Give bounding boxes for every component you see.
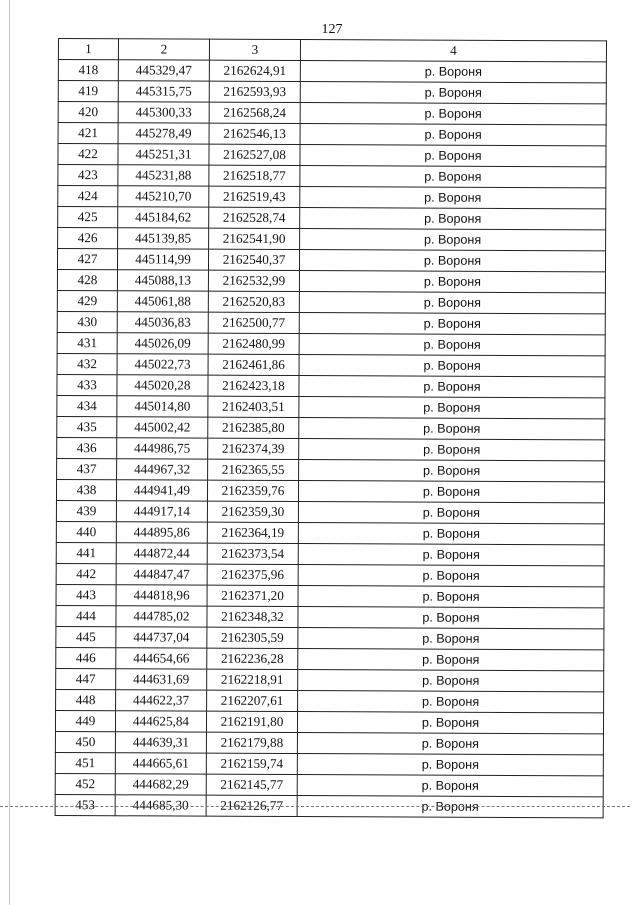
table-row (57, 458, 605, 481)
x-coordinate-cell: 444631,69 (116, 669, 207, 690)
point-number-cell: 420 (58, 102, 118, 123)
table-row (56, 626, 604, 649)
table-row (56, 689, 604, 712)
y-coordinate-cell: 2162500,77 (208, 312, 299, 333)
description-cell: р. Вороня (300, 82, 606, 104)
table-row (57, 311, 605, 334)
point-number-cell: 419 (58, 81, 118, 102)
description-cell: р. Вороня (300, 103, 606, 125)
point-number-cell: 448 (56, 689, 116, 710)
description-cell: р. Вороня (300, 145, 606, 167)
x-coordinate-cell: 445020,28 (117, 375, 208, 396)
description-cell: р. Вороня (300, 229, 606, 251)
y-coordinate-cell: 2162359,76 (207, 480, 298, 501)
x-coordinate-cell: 445014,80 (117, 396, 208, 417)
description-cell: р. Вороня (298, 691, 604, 713)
table-row (55, 773, 603, 796)
table-row (55, 752, 603, 775)
table-row (56, 584, 604, 607)
description-cell: р. Вороня (299, 439, 605, 461)
point-number-cell: 433 (57, 374, 117, 395)
point-number-cell: 431 (57, 332, 117, 353)
x-coordinate-cell: 445139,85 (118, 228, 209, 249)
x-coordinate-cell: 444622,37 (116, 690, 207, 711)
point-number-cell: 425 (58, 207, 118, 228)
description-cell: р. Вороня (300, 124, 606, 146)
table-row (57, 395, 605, 418)
x-coordinate-cell: 444967,32 (117, 459, 208, 480)
y-coordinate-cell: 2162527,08 (209, 144, 300, 165)
description-cell: р. Вороня (297, 733, 603, 755)
point-number-cell: 428 (57, 269, 117, 290)
column-header-2: 2 (118, 39, 209, 60)
x-coordinate-cell: 444785,02 (116, 606, 207, 627)
table-row (58, 102, 606, 125)
point-number-cell: 438 (56, 479, 116, 500)
table-row (56, 605, 604, 628)
y-coordinate-cell: 2162365,55 (208, 459, 299, 480)
table-row (56, 647, 604, 670)
x-coordinate-cell: 444625,84 (115, 711, 206, 732)
table-row (56, 668, 604, 691)
description-cell: р. Вороня (299, 292, 605, 314)
point-number-cell: 424 (58, 186, 118, 207)
table-row (58, 60, 606, 83)
y-coordinate-cell: 2162305,59 (207, 627, 298, 648)
y-coordinate-cell: 2162518,77 (209, 165, 300, 186)
point-number-cell: 450 (55, 731, 115, 752)
table-row (56, 479, 604, 502)
x-coordinate-cell: 444639,31 (115, 732, 206, 753)
description-cell: р. Вороня (299, 460, 605, 482)
y-coordinate-cell: 2162593,93 (209, 81, 300, 102)
y-coordinate-cell: 2162528,74 (209, 207, 300, 228)
description-cell: р. Вороня (299, 397, 605, 419)
table-row (58, 165, 606, 188)
table-row (58, 81, 606, 104)
point-number-cell: 444 (56, 605, 116, 626)
y-coordinate-cell: 2162480,99 (208, 333, 299, 354)
y-coordinate-cell: 2162385,80 (208, 417, 299, 438)
y-coordinate-cell: 2162364,19 (207, 522, 298, 543)
x-coordinate-cell: 444737,04 (116, 627, 207, 648)
description-cell: р. Вороня (298, 502, 604, 524)
x-coordinate-cell: 444818,96 (116, 585, 207, 606)
point-number-cell: 442 (56, 563, 116, 584)
table-row (55, 710, 603, 733)
x-coordinate-cell: 444872,44 (116, 543, 207, 564)
description-cell: р. Вороня (298, 586, 604, 608)
description-cell: р. Вороня (297, 712, 603, 734)
point-number-cell: 418 (58, 60, 118, 81)
x-coordinate-cell: 445315,75 (118, 81, 209, 102)
table-row (58, 186, 606, 209)
y-coordinate-cell: 2162461,86 (208, 354, 299, 375)
y-coordinate-cell: 2162540,37 (208, 249, 299, 270)
y-coordinate-cell: 2162423,18 (208, 375, 299, 396)
table-row (55, 731, 603, 754)
x-coordinate-cell: 445114,99 (117, 249, 208, 270)
table-header-row (58, 39, 606, 62)
table-row (57, 269, 605, 292)
table-row (57, 353, 605, 376)
table-row (58, 123, 606, 146)
point-number-cell: 432 (57, 353, 117, 374)
column-header-1: 1 (58, 39, 118, 60)
description-cell: р. Вороня (298, 481, 604, 503)
y-coordinate-cell: 2162179,88 (206, 732, 297, 753)
x-coordinate-cell: 444917,14 (116, 501, 207, 522)
point-number-cell: 446 (56, 647, 116, 668)
y-coordinate-cell: 2162126,77 (206, 795, 297, 816)
point-number-cell: 452 (55, 773, 115, 794)
x-coordinate-cell: 444665,61 (115, 753, 206, 774)
x-coordinate-cell: 445329,47 (118, 60, 209, 81)
x-coordinate-cell: 445300,33 (118, 102, 209, 123)
y-coordinate-cell: 2162348,32 (207, 606, 298, 627)
y-coordinate-cell: 2162145,77 (206, 774, 297, 795)
page-margin-line (9, 0, 10, 905)
description-cell: р. Вороня (299, 313, 605, 335)
y-coordinate-cell: 2162532,99 (208, 270, 299, 291)
x-coordinate-cell: 445088,13 (117, 270, 208, 291)
description-cell: р. Вороня (300, 61, 606, 83)
x-coordinate-cell: 445231,88 (118, 165, 209, 186)
table-row (56, 542, 604, 565)
description-cell: р. Вороня (299, 355, 605, 377)
y-coordinate-cell: 2162373,54 (207, 543, 298, 564)
table-row (57, 249, 605, 272)
y-coordinate-cell: 2162403,51 (208, 396, 299, 417)
point-number-cell: 441 (56, 542, 116, 563)
x-coordinate-cell: 444847,47 (116, 564, 207, 585)
x-coordinate-cell: 445026,09 (117, 333, 208, 354)
y-coordinate-cell: 2162218,91 (207, 669, 298, 690)
point-number-cell: 426 (58, 228, 118, 249)
y-coordinate-cell: 2162624,91 (209, 60, 300, 81)
description-cell: р. Вороня (297, 775, 603, 797)
description-cell: р. Вороня (299, 418, 605, 440)
point-number-cell: 451 (55, 752, 115, 773)
y-coordinate-cell: 2162191,80 (206, 711, 297, 732)
description-cell: р. Вороня (298, 628, 604, 650)
x-coordinate-cell: 445061,88 (117, 291, 208, 312)
point-number-cell: 434 (57, 395, 117, 416)
description-cell: р. Вороня (297, 796, 603, 818)
y-coordinate-cell: 2162159,74 (206, 753, 297, 774)
table-row (57, 416, 605, 439)
y-coordinate-cell: 2162519,43 (209, 186, 300, 207)
description-cell: р. Вороня (298, 670, 604, 692)
column-header-3: 3 (209, 39, 300, 60)
point-number-cell: 439 (56, 500, 116, 521)
table-row (57, 332, 605, 355)
y-coordinate-cell: 2162375,96 (207, 564, 298, 585)
point-number-cell: 449 (55, 710, 115, 731)
y-coordinate-cell: 2162371,20 (207, 585, 298, 606)
description-cell: р. Вороня (298, 523, 604, 545)
x-coordinate-cell: 444986,75 (117, 438, 208, 459)
x-coordinate-cell: 444895,86 (116, 522, 207, 543)
point-number-cell: 453 (55, 794, 115, 815)
point-number-cell: 427 (57, 249, 117, 270)
coordinates-table (55, 38, 607, 818)
point-number-cell: 421 (58, 123, 118, 144)
description-cell: р. Вороня (298, 544, 604, 566)
table-row (56, 500, 604, 523)
table-row (56, 521, 604, 544)
description-cell: р. Вороня (298, 607, 604, 629)
table-row (58, 228, 606, 251)
y-coordinate-cell: 2162236,28 (207, 648, 298, 669)
point-number-cell: 440 (56, 521, 116, 542)
x-coordinate-cell: 445184,62 (118, 207, 209, 228)
table-row (58, 207, 606, 230)
table-row (57, 290, 605, 313)
x-coordinate-cell: 444941,49 (116, 480, 207, 501)
point-number-cell: 437 (57, 458, 117, 479)
y-coordinate-cell: 2162541,90 (209, 228, 300, 249)
y-coordinate-cell: 2162520,83 (208, 291, 299, 312)
y-coordinate-cell: 2162359,30 (207, 501, 298, 522)
x-coordinate-cell: 445002,42 (117, 417, 208, 438)
x-coordinate-cell: 445036,83 (117, 312, 208, 333)
y-coordinate-cell: 2162207,61 (207, 690, 298, 711)
point-number-cell: 423 (58, 165, 118, 186)
table-body (55, 60, 606, 818)
description-cell: р. Вороня (299, 271, 605, 293)
y-coordinate-cell: 2162374,39 (208, 438, 299, 459)
point-number-cell: 445 (56, 626, 116, 647)
x-coordinate-cell: 444682,29 (115, 774, 206, 795)
table-row (57, 437, 605, 460)
description-cell: р. Вороня (298, 565, 604, 587)
table-row (57, 374, 605, 397)
y-coordinate-cell: 2162546,13 (209, 123, 300, 144)
scan-cut-line (0, 806, 630, 807)
description-cell: р. Вороня (299, 376, 605, 398)
x-coordinate-cell: 445210,70 (118, 186, 209, 207)
point-number-cell: 447 (56, 668, 116, 689)
point-number-cell: 429 (57, 290, 117, 311)
x-coordinate-cell: 445251,31 (118, 144, 209, 165)
point-number-cell: 436 (57, 437, 117, 458)
description-cell: р. Вороня (299, 250, 605, 272)
x-coordinate-cell: 445278,49 (118, 123, 209, 144)
point-number-cell: 430 (57, 311, 117, 332)
point-number-cell: 435 (57, 416, 117, 437)
description-cell: р. Вороня (299, 334, 605, 356)
x-coordinate-cell: 444685,30 (115, 795, 206, 816)
x-coordinate-cell: 445022,73 (117, 354, 208, 375)
description-cell: р. Вороня (300, 208, 606, 230)
x-coordinate-cell: 444654,66 (116, 648, 207, 669)
description-cell: р. Вороня (300, 187, 606, 209)
point-number-cell: 422 (58, 144, 118, 165)
y-coordinate-cell: 2162568,24 (209, 102, 300, 123)
description-cell: р. Вороня (298, 649, 604, 671)
point-number-cell: 443 (56, 584, 116, 605)
page-number: 127 (321, 22, 343, 37)
description-cell: р. Вороня (300, 166, 606, 188)
table-row (58, 144, 606, 167)
description-cell: р. Вороня (297, 754, 603, 776)
table-row (56, 563, 604, 586)
coordinates-table-container (55, 38, 607, 818)
column-header-4: 4 (300, 40, 606, 62)
